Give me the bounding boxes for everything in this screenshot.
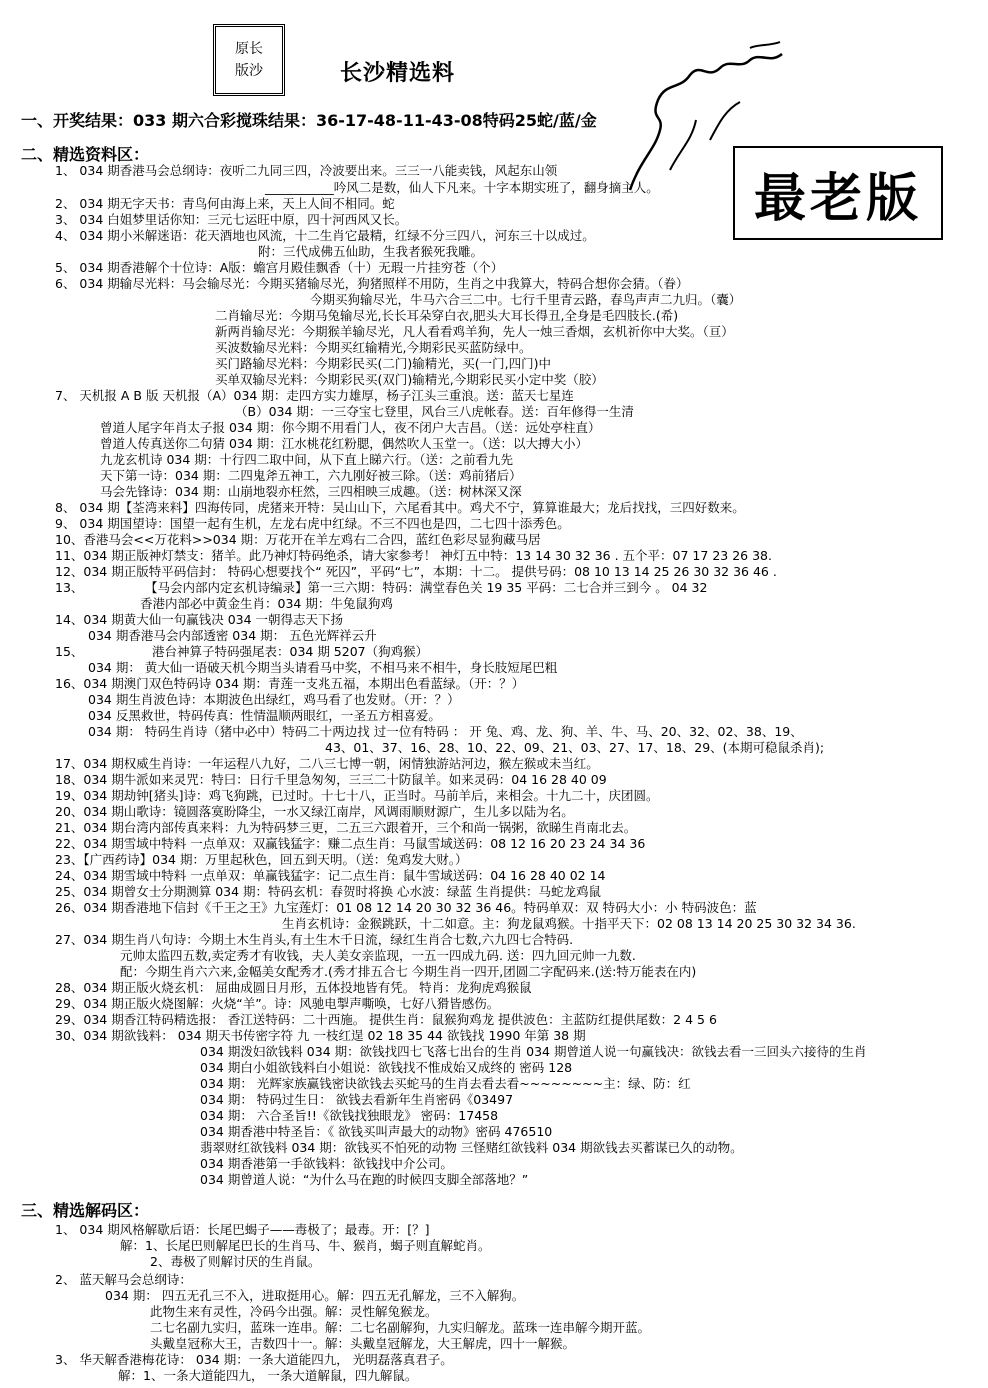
selected-data-heading: 二、精选资料区：	[21, 145, 150, 164]
text-line: 034 期白小姐欲钱料白小姐说：欲钱找不惟成始又成终的 密码 128	[200, 1060, 573, 1075]
text-line: 解：1、一条大道能四九， 一条大道解鼠，四九解鼠。	[118, 1368, 418, 1383]
text-line: 034 期生肖波色诗：本期波色出绿红，鸡马看了也发财。（开：？）	[88, 692, 460, 707]
text-line: 28、034 期正版火烧玄机： 屈曲成圆日月形，五体投地皆有凭。 特肖：龙狗虎鸡猴鼠	[55, 980, 532, 995]
text-line: 29、034 期正版火烧图解：火烧“羊”。诗：风驰电掣声嘶唤，七好八猾皆感伤。	[55, 996, 500, 1011]
text-line: 19、034 期劫钟[猪头]诗：鸡飞狗跳，已过时。十七十八，正当时。马前羊后，来相会。十九二十，庆团圆。	[55, 788, 659, 803]
text-line: 3、 034 白姐梦里话你知：三元七运旺中原，四十河西风又长。	[55, 212, 408, 227]
text-line: 头戴皇冠称大王，吉数四十一。解：头戴皇冠解龙，大王解虎，四十一解猴。	[150, 1336, 576, 1351]
text-line: 11、034 期正版神灯禁支：猪羊。此乃神灯特码绝杀，请大家参考！ 神灯五中特：13 14 30 32 36 . 五个平：07 17 23 26 38.	[55, 548, 772, 563]
text-line: 7、 天机报 A B 版 天机报（A）034 期：走四方实力雄厚，杨子江头三重浪。送：蓝天七星连	[55, 388, 574, 403]
text-line: 解：1、长尾巴则解尾巴长的生肖马、牛、猴肖，蝎子则直解蛇肖。	[120, 1238, 491, 1253]
text-line: 买门路输尽光料：今期彩民买(二门)输精光，买(一门,四门)中	[215, 356, 551, 371]
text-line: （B）034 期：一三夺宝七登里，风台三八虎帐春。送：百年修得一生清	[235, 404, 634, 419]
text-line: 12、034 期正版特平码信封： 特码心想要找个“ 死囚”，平码“七”，本期：十二。 提供号码：08 10 13 14 25 26 30 32 36 46 .	[55, 564, 777, 579]
stamp-line-1: 原长	[235, 41, 263, 57]
text-line: 曾道人尾字年肖太子报 034 期：你今期不用看门人，夜不闭户大吉昌。（送：远处亭柱直）	[100, 420, 601, 435]
text-line: 1、 034 期香港马会总纲诗：夜听二九同三四，冷波要出来。三三一八能卖钱，风起东山领	[55, 163, 558, 178]
text-line: 香港内部必中黄金生肖：034 期：牛兔鼠狗鸡	[140, 596, 393, 611]
text-line: 元帅太监四五数,卖定秀才有收钱，夫人美女亲监现，一五一四成九码. 送：四九回元帅一九数.	[120, 948, 636, 963]
text-line: 21、034 期台湾内部传真来料：九为特码梦三更，二五三六跟着开，三个和尚一锅粥，欲睇生肖南北去。	[55, 820, 637, 835]
text-line: 15、	[55, 644, 84, 659]
text-line: 二七名副九实归，蓝珠一连串。解：二七名副解狗，九实归解龙。蓝珠一连串解今期开蓝。	[150, 1320, 651, 1335]
text-line: 翡翠财红欲钱料 034 期：欲钱买不怕死的动物 三怪赌红欲钱料 034 期欲钱去买蓄谋已久的动物。	[200, 1140, 743, 1155]
draw-result-heading: 一、开奖结果：033 期六合彩搅珠结果：36-17-48-11-43-08特码25蛇/蓝/金	[21, 111, 597, 130]
text-line: 29、034 期香江特码精选报： 香江送特码：二十西施。 提供生肖：鼠猴狗鸡龙 提供波色：主蓝防红提供尾数：2 4 5 6	[55, 1012, 717, 1027]
text-line: 买波数输尽光料：今期买红输精光,今期彩民买蓝防绿中。	[215, 340, 532, 355]
text-line: 034 期曾道人说：“为什么马在跑的时候四支脚全部落地？”	[200, 1172, 529, 1187]
stamp-line-2: 版沙	[235, 63, 263, 79]
text-line: 5、 034 期香港解个十位诗：A版：蟾宫月殿佳飘香（十）无瑕一片挂穷苍（个）	[55, 260, 504, 275]
logo-stamp	[213, 24, 285, 96]
text-line: 配：今期生肖六六来,金幅美女配秀才.(秀才排五合七 今期生肖一四开,团圆二字配码来.(送:特万能表在内)	[120, 964, 697, 979]
text-line: 034 期： 特码过生日： 欲钱去看新年生肖密码《03497	[200, 1092, 514, 1107]
text-line: 034 期香港第一手欲钱料：欲钱找中介公司。	[200, 1156, 453, 1171]
decode-heading: 三、精选解码区：	[21, 1201, 150, 1220]
text-line: 034 期泼妇欲钱料 034 期：欲钱找四七飞落七出台的生肖 034 期曾道人说一句赢钱决：欲钱去看一三回头六接待的生肖	[200, 1044, 867, 1059]
text-line: 16、034 期澳门双色特码诗 034 期：青莲一支兆五福，本期出色看蓝绿。（开：？）	[55, 676, 525, 691]
text-line: 2、 034 期无字天书：青鸟何由海上来，天上人间不相同。蛇	[55, 196, 395, 211]
text-line: 18、034 期牛派如来灵咒：特曰：日行千里急匆匆，三三二十防鼠羊。如来灵码：04 16 28 40 09	[55, 772, 607, 787]
text-line: 17、034 期权威生肖诗：一年运程八九好，二八三七博一朝，闲情独游站河边，猴左猴或未当红。	[55, 756, 599, 771]
text-line: 生肖玄机诗：金猴跳跃，十二如意。主：狗龙鼠鸡猴。十指平天下：02 08 13 14 20 25 30 32 34 36.	[282, 916, 856, 931]
text-line: 20、034 期山歌诗：镜圆落寞盼降尘，一水又绿江南岸，风调雨顺财源广，生儿多以陆为名。	[55, 804, 574, 819]
text-line: 曾道人传真送你二句猜 034 期：江水桃花红粉腮，偶然吹人玉堂一。（送：以大搏大小）	[100, 436, 589, 451]
text-line: 附：三代成佛五仙助，生我者猴死我雕。	[258, 244, 484, 259]
text-line: 6、 034 期输尽光料：马会输尽光：今期买猪输尽光，狗猪照样不用防，生肖之中我算大，特码合想你会猜。（眷）	[55, 276, 689, 291]
text-line: 43、01、37、16、28、10、22、09、21、03、27、17、18、29、(本期可稳鼠杀肖);	[325, 740, 825, 755]
text-line: 10、香港马会<<万花料>>034 期：万花开在羊左鸡右二合四，蓝红色彩尽显狗藏马居	[55, 532, 541, 547]
text-line: 二肖输尽光：今期马兔输尽光,长长耳朵穿白衣,肥头大耳长得丑,全身是毛四肢长.(希)	[215, 308, 679, 323]
text-line: 8、 034 期【荃湾来料】四海传同，虎猪来开特：吴山山下，六尾看其中。鸡犬不宁，算算谁最大；龙后找找，三四好数来。	[55, 500, 745, 515]
edition-badge: 最老版	[733, 146, 943, 240]
text-line: 3、 华天解香港梅花诗： 034 期：一条大道能四九， 光明磊落真君子。	[55, 1352, 453, 1367]
text-line: 此物生来有灵性，冷码今出强。解：灵性解兔猴龙。	[150, 1304, 438, 1319]
text-line: 2、 蓝天解马会总纲诗：	[55, 1272, 192, 1287]
text-line: 034 期： 光辉家族赢钱密诀欲钱去买蛇马的生肖去看去看~~~~~~~~主：绿、防：红	[200, 1076, 691, 1091]
text-line: 30、034 期欲钱料： 034 期天书传密字符 九 一枝红逞 02 18 35 44 欲钱找 1990 年第 38 期	[55, 1028, 586, 1043]
text-line: 9、 034 期国望诗：国望一起有生机，左龙右虎中红绿。不三不四也是四，二七四十添秀色。	[55, 516, 570, 531]
text-line: 天下第一诗：034 期：二四鬼斧五神工，六九刚好被三除。（送：鸡前猪后）	[100, 468, 522, 483]
text-line: 22、034 期雪域中特料 一点单双：双赢钱猛字：赚二点生肖：马鼠雪域送码：08 12 16 20 23 24 34 36	[55, 836, 646, 851]
text-line: 034 反黑救世，特码传真：性情温顺两眼红，一圣五方相喜爱。	[88, 708, 441, 723]
text-line: 买单双输尽光料：今期彩民买(双门)输精光,今期彩民买小定中奖（胶）	[215, 372, 604, 387]
text-line: 今期买狗输尽光，牛马六合三二中。七行千里青云路，春鸟声声二九归。（囊）	[310, 292, 742, 307]
text-line: 马会先锋诗：034 期：山崩地裂亦枉然，三四相映三成趣。（送：树林深又深	[100, 484, 522, 499]
text-line: 23、【广西药诗】034 期：万里起秋色，回五到天明。（送：兔鸡发大财。）	[55, 852, 468, 867]
text-line: 27、034 期生肖八句诗：今期土木生肖头,有土生木千日流，绿红生肖合七数,六九四七合特码.	[55, 932, 574, 947]
text-line: 24、034 期雪域中特料 一点单双：单赢钱猛字：记二点生肖：鼠牛雪域送码：04 16 28 40 02 14	[55, 868, 606, 883]
text-line: 034 期： 六合圣旨!!《欲钱找独眼龙》 密码：17458	[200, 1108, 499, 1123]
text-line: 新两肖输尽光：今期猴羊输尽光，凡人看看鸡羊狗，先人一烛三香烟，玄机祈你中大奖。（亘）	[215, 324, 734, 339]
text-line: 2、毒极了则解讨厌的生肖鼠。	[150, 1254, 321, 1269]
text-line: 港台神算子特码强尾表：034 期 5207（狗鸡猴）	[152, 644, 429, 659]
text-line: 【马会内部内定玄机诗编录】第一三六期：特码：满堂春色关 19 35 平码：二七合并三到今 。 04 32	[145, 580, 708, 595]
text-line: ___________吟风二是数，仙人下凡来。十字本期实班了，翻身摘主人。	[265, 180, 659, 195]
text-line: 九龙玄机诗 034 期：十行四二取中间，从下直上睇六行。（送：之前看九先	[100, 452, 514, 467]
page-title: 长沙精选料	[340, 61, 456, 86]
text-line: 034 期香港中特圣旨：《 欲钱买叫声最大的动物》密码 476510	[200, 1124, 553, 1139]
text-line: 4、 034 期小米解迷语：花天酒地也风流，十二生肖它最精，红绿不分三四八，河东三十以成过。	[55, 228, 595, 243]
text-line: 13、	[55, 580, 84, 595]
text-line: 14、034 期黄大仙一句赢钱决 034 一朝得志天下扬	[55, 612, 344, 627]
text-line: 034 期： 黄大仙一语破天机今期当头请看马中奖，不相马来不相牛，身长肢短尾巴粗	[88, 660, 558, 675]
text-line: 034 期： 四五无孔三不入，进取挺用心。解：四五无孔解龙，三不入解狗。	[105, 1288, 525, 1303]
text-line: 034 期香港马会内部透密 034 期： 五色光辉祥云升	[88, 628, 377, 643]
text-line: 1、 034 期风格解歇后语：长尾巴蝎子——毒极了；最毒。开：[？]	[55, 1222, 430, 1237]
text-line: 034 期： 特码生肖诗（猪中必中）特码二十两边找 过一位有特码 ： 开 兔、鸡、龙、狗、羊、牛、马、20、32、02、38、19、	[88, 724, 803, 739]
text-line: 25、034 期曾女士分期测算 034 期：特码玄机：春贺时将换 心水波：绿蓝 生肖提供：马蛇龙鸡鼠	[55, 884, 601, 899]
text-line: 26、034 期香港地下信封《千王之王》九宝莲灯：01 08 12 14 20 30 32 36 46。特码单双：双 特码大小：小 特码波色：蓝	[55, 900, 757, 915]
